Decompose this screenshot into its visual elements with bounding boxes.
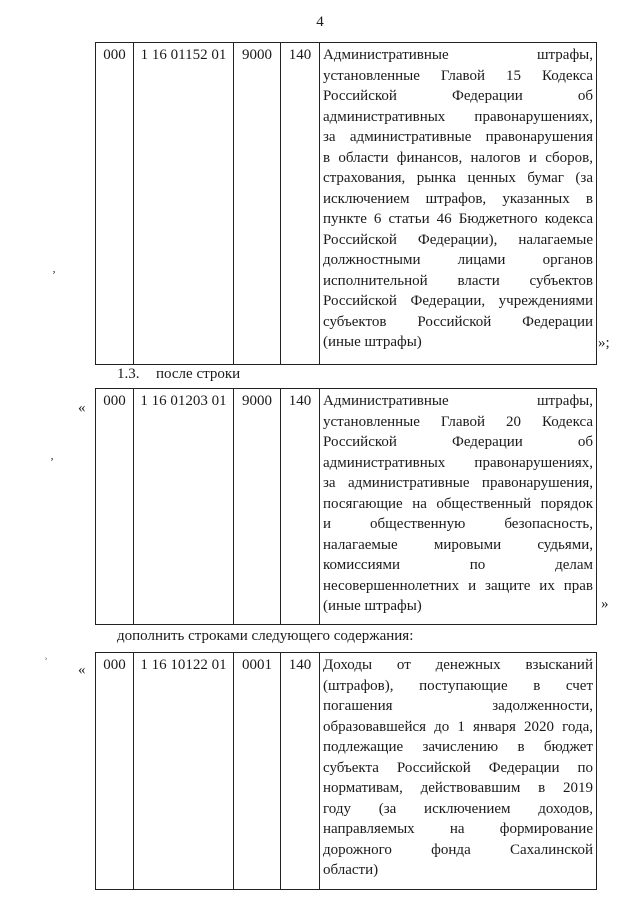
classification-code-cell: 140 xyxy=(281,653,320,890)
description-line: административных правонарушениях, xyxy=(323,108,593,125)
description-line: подлежащие зачислению в бюджет xyxy=(323,739,593,755)
description-line: Российской Федерации), налагаемые xyxy=(323,231,593,248)
income-code-cell: 1 16 01152 01 xyxy=(134,43,234,365)
budget-table-1 xyxy=(95,42,597,365)
description-line: Российской Федерации, учреждениями xyxy=(323,293,593,309)
closing-quote: » xyxy=(601,596,609,612)
description-line: исполнительной власти субъектов xyxy=(323,272,593,289)
description-line: посягающие на общественный порядок xyxy=(323,495,593,512)
classification-code-cell: 140 xyxy=(281,43,320,365)
description-line: Административные штрафы, xyxy=(323,47,593,63)
description-line: страхования, рынка ценных бумаг (за xyxy=(323,170,593,186)
margin-mark: ʾ xyxy=(44,655,48,669)
description-line: комиссиями по делам xyxy=(323,557,593,573)
description-line: несовершеннолетних и защите их прав xyxy=(323,577,593,594)
classification-code-cell: 140 xyxy=(281,389,320,625)
admin-code-cell: 000 xyxy=(96,43,134,365)
description-line: (штрафов), поступающие в счет xyxy=(323,677,593,694)
description-line: (иные штрафы) xyxy=(323,598,422,614)
description-line: образовавшейся до 1 января 2020 года, xyxy=(323,718,593,735)
program-code-cell: 9000 xyxy=(234,43,281,365)
description-line: субъектов Российской Федерации xyxy=(323,313,593,330)
description-line: и общественную безопасность, xyxy=(323,516,593,532)
admin-code-cell: 000 xyxy=(96,389,134,625)
opening-quote: « xyxy=(78,662,86,678)
paragraph-text: после строки xyxy=(156,366,241,382)
description-line: Административные штрафы, xyxy=(323,393,593,409)
description-line: установленные Главой 20 Кодекса xyxy=(323,413,593,430)
program-code-cell: 9000 xyxy=(234,389,281,625)
description-line: области) xyxy=(323,862,379,878)
opening-quote: « xyxy=(78,400,86,416)
description-cell xyxy=(320,653,597,890)
paragraph-number: 1.3. xyxy=(117,366,140,382)
description-line: Российской Федерации об xyxy=(323,434,593,450)
description-line: направляемых на формирование xyxy=(323,821,593,837)
description-line: (иные штрафы) xyxy=(323,334,422,350)
description-line: за административные правонарушения, xyxy=(323,475,593,491)
income-code-cell: 1 16 01203 01 xyxy=(134,389,234,625)
description-line: субъекта Российской Федерации по xyxy=(323,759,593,776)
program-code-cell: 0001 xyxy=(234,653,281,890)
description-line: установленные Главой 15 Кодекса xyxy=(323,67,593,84)
description-cell xyxy=(320,43,597,365)
description-line: Доходы от денежных взысканий xyxy=(323,657,593,673)
table-row xyxy=(96,43,597,365)
income-code-cell: 1 16 10122 01 xyxy=(134,653,234,890)
description-line: Российской Федерации об xyxy=(323,88,593,104)
paragraph-text: дополнить строками следующего содержания: xyxy=(117,628,414,644)
description-line: году (за исключением доходов, xyxy=(323,800,593,817)
table-row xyxy=(96,653,597,890)
description-line: исключением штрафов, указанных в xyxy=(323,190,593,207)
description-line: налагаемые мировыми судьями, xyxy=(323,536,593,553)
description-line: пункте 6 статьи 46 Бюджетного кодекса xyxy=(323,211,593,227)
margin-mark: ʼ xyxy=(50,455,54,469)
budget-table-2 xyxy=(95,388,597,625)
description-line: погашения задолженности, xyxy=(323,698,593,714)
description-line: за административные правонарушения xyxy=(323,129,593,145)
table-row xyxy=(96,389,597,625)
description-line: в области финансов, налогов и сборов, xyxy=(323,149,593,166)
admin-code-cell: 000 xyxy=(96,653,134,890)
description-cell xyxy=(320,389,597,625)
page-number: 4 xyxy=(316,14,324,30)
closing-quote: »; xyxy=(598,335,610,351)
description-line: административных правонарушениях, xyxy=(323,454,593,471)
margin-mark: ʼ xyxy=(52,268,56,282)
description-line: должностными лицами органов xyxy=(323,252,593,268)
budget-table-3 xyxy=(95,652,597,890)
description-line: нормативам, действовавшим в 2019 xyxy=(323,780,593,796)
description-line: дорожного фонда Сахалинской xyxy=(323,841,593,858)
